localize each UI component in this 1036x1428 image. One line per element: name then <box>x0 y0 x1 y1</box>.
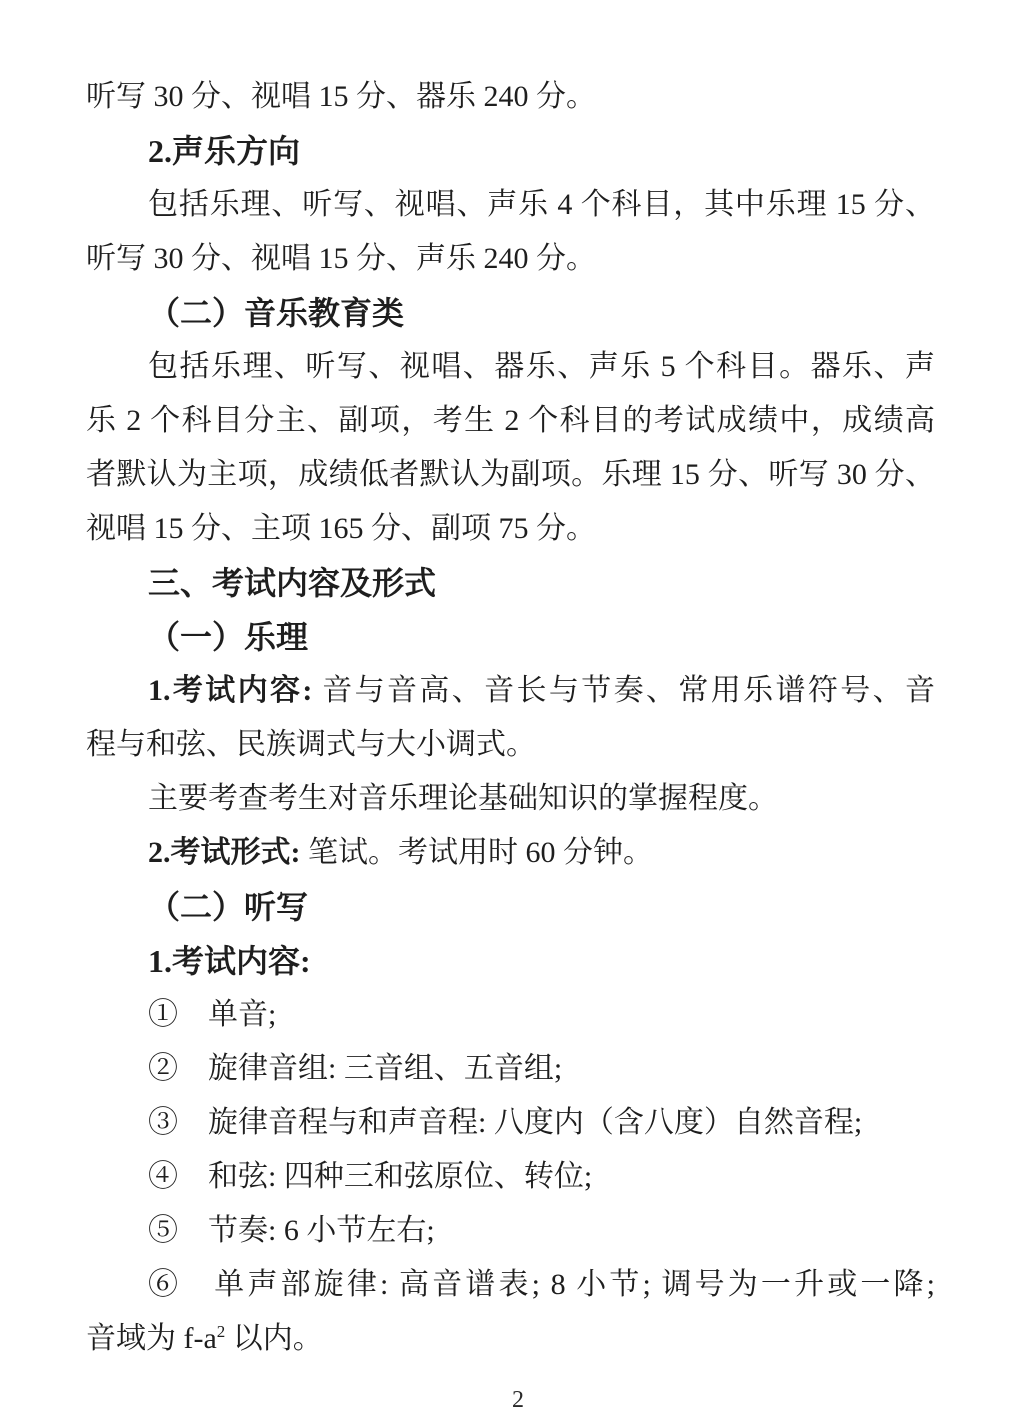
heading-vocal-direction: 2.声乐方向 <box>148 133 301 169</box>
list-item-3: ③ 旋律音程与和声音程: 八度内（含八度）自然音程; <box>148 1106 863 1139</box>
document-page <box>86 70 935 1366</box>
list-item-6: ⑥ 单声部旋律: 高音谱表; 8 小节; 调号为一升或一降; <box>148 1268 935 1301</box>
exam-format-text: 笔试。考试用时 60 分钟。 <box>300 836 653 869</box>
exam-content-label: 1.考试内容: <box>148 674 313 707</box>
page-number: 2 <box>512 1387 524 1413</box>
range-superscript: 2 <box>216 1322 226 1341</box>
heading-music-education: （二）音乐教育类 <box>148 295 405 331</box>
body-line: 听写 30 分、视唱 15 分、声乐 240 分。 <box>86 242 596 275</box>
body-line <box>86 826 935 880</box>
body-line: 主要考查考生对音乐理论基础知识的掌握程度。 <box>148 782 778 815</box>
body-line: 者默认为主项，成绩低者默认为副项。乐理 15 分、听写 30 分、 <box>86 458 935 491</box>
heading-exam-content-format: 三、考试内容及形式 <box>148 565 437 601</box>
body-line: 听写 30 分、视唱 15 分、器乐 240 分。 <box>86 80 596 113</box>
list-item-1: ① 单音; <box>148 998 277 1031</box>
list-item-6-continuation <box>86 1312 935 1366</box>
heading-music-theory: （一）乐理 <box>148 619 309 655</box>
list-item-2: ② 旋律音组: 三音组、五音组; <box>148 1052 563 1085</box>
exam-content-text: 音与音高、音长与节奏、常用乐谱符号、音 <box>312 674 935 707</box>
body-line <box>86 664 935 718</box>
heading-dictation: （二）听写 <box>148 889 309 925</box>
body-line: 乐 2 个科目分主、副项，考生 2 个科目的考试成绩中，成绩高 <box>86 404 935 437</box>
list-item-4: ④ 和弦: 四种三和弦原位、转位; <box>148 1160 593 1193</box>
heading-exam-content-label: 1.考试内容: <box>148 943 311 979</box>
list-item-5: ⑤ 节奏: 6 小节左右; <box>148 1214 435 1247</box>
body-line: 包括乐理、听写、视唱、器乐、声乐 5 个科目。器乐、声 <box>148 350 935 383</box>
exam-format-label: 2.考试形式: <box>148 836 301 869</box>
body-line: 程与和弦、民族调式与大小调式。 <box>86 728 536 761</box>
range-text-post: 以内。 <box>225 1322 323 1355</box>
body-line: 视唱 15 分、主项 165 分、副项 75 分。 <box>86 512 596 545</box>
range-text-pre: 音域为 f-a <box>86 1322 217 1355</box>
body-line: 包括乐理、听写、视唱、声乐 4 个科目，其中乐理 15 分、 <box>148 188 935 221</box>
